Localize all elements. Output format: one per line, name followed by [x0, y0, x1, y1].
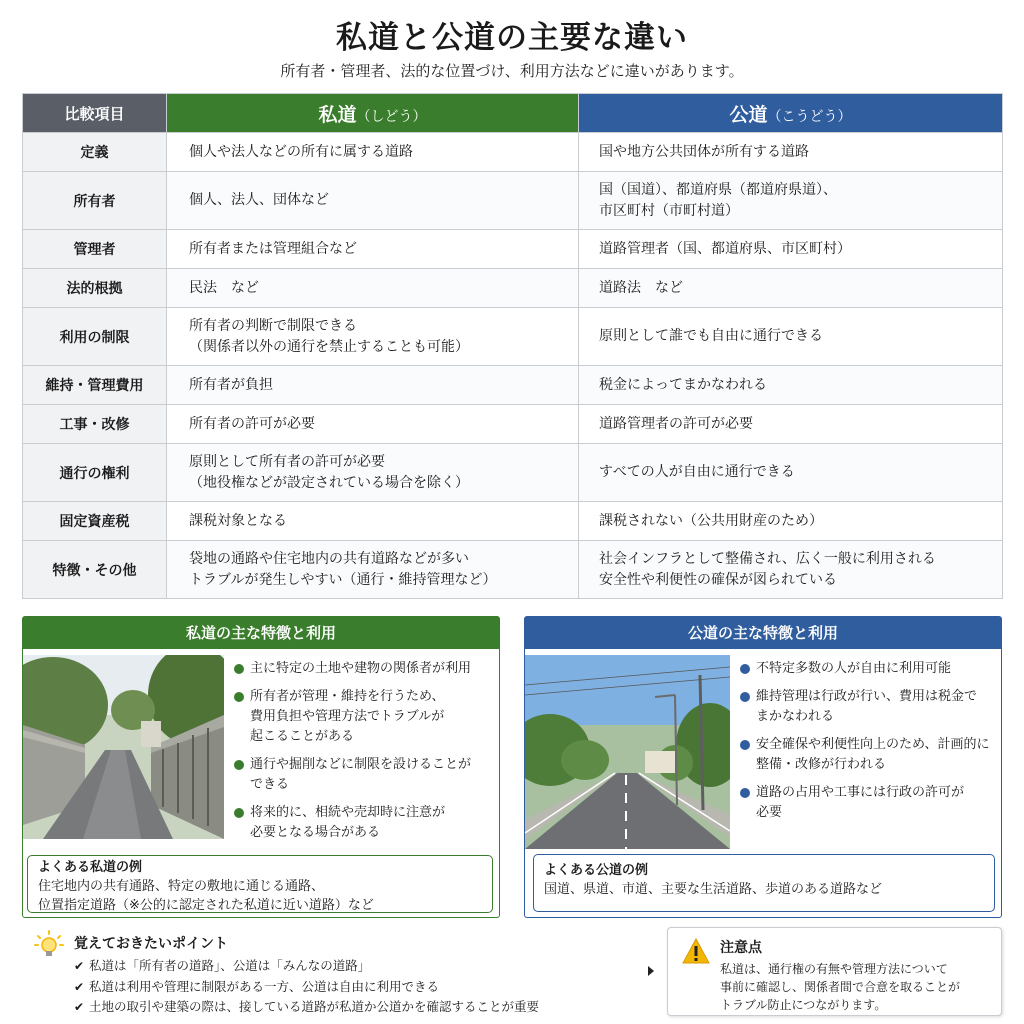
private-cell: 民法 など	[167, 269, 579, 308]
list-item: 所有者が管理・維持を行うため、 費用負担や管理方法でトラブルが 起こることがある	[233, 687, 495, 747]
page-subtitle: 所有者・管理者、法的な位置づけ、利用方法などに違いがあります。	[280, 62, 744, 80]
point-text: 私道は「所有者の道路」、公道は「みんなの道路」	[89, 958, 371, 973]
public-cell: 社会インフラとして整備され、広く一般に利用される 安全性や利便性の確保が図られている	[579, 541, 1003, 599]
row-label: 法的根拠	[23, 269, 167, 308]
public-cell: 道路管理者の許可が必要	[579, 405, 1003, 444]
public-cell: 国（国道）、都道府県（都道府県道）、 市区町村（市町村道）	[579, 172, 1003, 230]
header-private-reading: （しどう）	[356, 108, 427, 125]
page-title: 私道と公道の主要な違い	[336, 20, 688, 56]
list-item: 不特定多数の人が自由に利用可能	[739, 659, 1001, 679]
public-cell: すべての人が自由に通行できる	[579, 444, 1003, 502]
private-card-title: 私道の主な特徴と利用	[23, 617, 499, 649]
private-road-photo	[23, 655, 224, 839]
table-row	[23, 133, 1003, 172]
private-cell: 個人、法人、団体など	[167, 172, 579, 230]
point-item	[74, 977, 634, 998]
public-cell: 税金によってまかなわれる	[579, 366, 1003, 405]
point-text: 私道は利用や管理に制限がある一方、公道は自由に利用できる	[89, 978, 440, 994]
list-item: 主に特定の土地や建物の関係者が利用	[233, 659, 495, 679]
header-public-label: 公道	[729, 103, 768, 126]
row-label: 管理者	[23, 230, 167, 269]
row-label: 維持・管理費用	[23, 366, 167, 405]
caution-text: 私道は、通行権の有無や管理方法について 事前に確認し、関係者間で合意を取ることが トラブル防止につながります。	[720, 962, 961, 1012]
public-example-title: よくある公道の例	[544, 863, 649, 878]
private-cell: 原則として所有者の許可が必要 （地役権などが設定されている場合を除く）	[167, 444, 579, 502]
public-example-box	[533, 854, 995, 912]
row-label: 利用の制限	[23, 308, 167, 366]
header-public	[579, 94, 1003, 133]
public-example-text: 国道、県道、市道、主要な生活道路、歩道のある道路など	[544, 882, 883, 897]
arrow-marker-icon	[648, 966, 654, 976]
key-points-list	[74, 956, 634, 1018]
public-cell: 課税されない（公共用財産のため）	[579, 502, 1003, 541]
caution-box	[667, 927, 1002, 1016]
private-cell: 課税対象となる	[167, 502, 579, 541]
table-row	[23, 444, 1003, 502]
public-cell: 道路管理者（国、都道府県、市区町村）	[579, 230, 1003, 269]
private-road-card	[22, 616, 500, 918]
table-row	[23, 366, 1003, 405]
header-public-reading: （こうどう）	[767, 108, 852, 125]
list-item: 通行や掘削などに制限を設けることが できる	[233, 755, 495, 795]
key-points-title: 覚えておきたいポイント	[74, 936, 228, 952]
table-row	[23, 230, 1003, 269]
public-cell: 国や地方公共団体が所有する道路	[579, 133, 1003, 172]
point-item	[74, 997, 634, 1018]
check-icon: ✔	[74, 979, 85, 994]
warning-icon	[682, 938, 710, 964]
table-header-row	[23, 94, 1003, 133]
list-item: 維持管理は行政が行い、費用は税金で まかなわれる	[739, 687, 1001, 727]
private-cell: 袋地の通路や住宅地内の共有道路などが多い トラブルが発生しやすい（通行・維持管理など）	[167, 541, 579, 599]
public-cell: 原則として誰でも自由に通行できる	[579, 308, 1003, 366]
private-cell: 所有者の判断で制限できる （関係者以外の通行を禁止することも可能）	[167, 308, 579, 366]
row-label: 定義	[23, 133, 167, 172]
public-card-title: 公道の主な特徴と利用	[525, 617, 1001, 649]
header-item: 比較項目	[23, 94, 167, 133]
public-road-photo	[525, 655, 730, 849]
header-private-label: 私道	[318, 103, 357, 126]
private-cell: 所有者が負担	[167, 366, 579, 405]
row-label: 特徴・その他	[23, 541, 167, 599]
point-item	[74, 956, 634, 977]
comparison-table	[22, 93, 1003, 599]
list-item: 道路の占用や工事には行政の許可が 必要	[739, 783, 1001, 823]
list-item: 安全確保や利便性向上のため、計画的に 整備・改修が行われる	[739, 735, 1001, 775]
caution-title: 注意点	[720, 940, 762, 956]
private-example-box	[27, 855, 493, 913]
public-bullet-list	[739, 659, 1001, 831]
row-label: 工事・改修	[23, 405, 167, 444]
lightbulb-icon	[34, 930, 64, 962]
private-example-text: 住宅地内の共有通路、特定の敷地に通じる通路、 位置指定道路（※公的に認定された私道に近い道路）など	[38, 879, 374, 913]
private-cell: 所有者の許可が必要	[167, 405, 579, 444]
point-text: 土地の取引や建築の際は、接している道路が私道か公道かを確認することが重要	[89, 999, 540, 1014]
private-cell: 所有者または管理組合など	[167, 230, 579, 269]
private-example-title: よくある私道の例	[38, 860, 143, 875]
private-bullet-list	[233, 659, 495, 851]
table-row	[23, 308, 1003, 366]
header-private	[167, 94, 579, 133]
table-row	[23, 405, 1003, 444]
list-item: 将来的に、相続や売却時に注意が 必要となる場合がある	[233, 803, 495, 843]
row-label: 固定資産税	[23, 502, 167, 541]
table-row	[23, 172, 1003, 230]
check-icon: ✔	[74, 959, 85, 973]
row-label: 所有者	[23, 172, 167, 230]
table-row	[23, 269, 1003, 308]
check-icon: ✔	[74, 1000, 85, 1014]
table-row	[23, 541, 1003, 599]
private-cell: 個人や法人などの所有に属する道路	[167, 133, 579, 172]
public-cell: 道路法 など	[579, 269, 1003, 308]
row-label: 通行の権利	[23, 444, 167, 502]
public-road-card	[524, 616, 1002, 918]
table-row	[23, 502, 1003, 541]
